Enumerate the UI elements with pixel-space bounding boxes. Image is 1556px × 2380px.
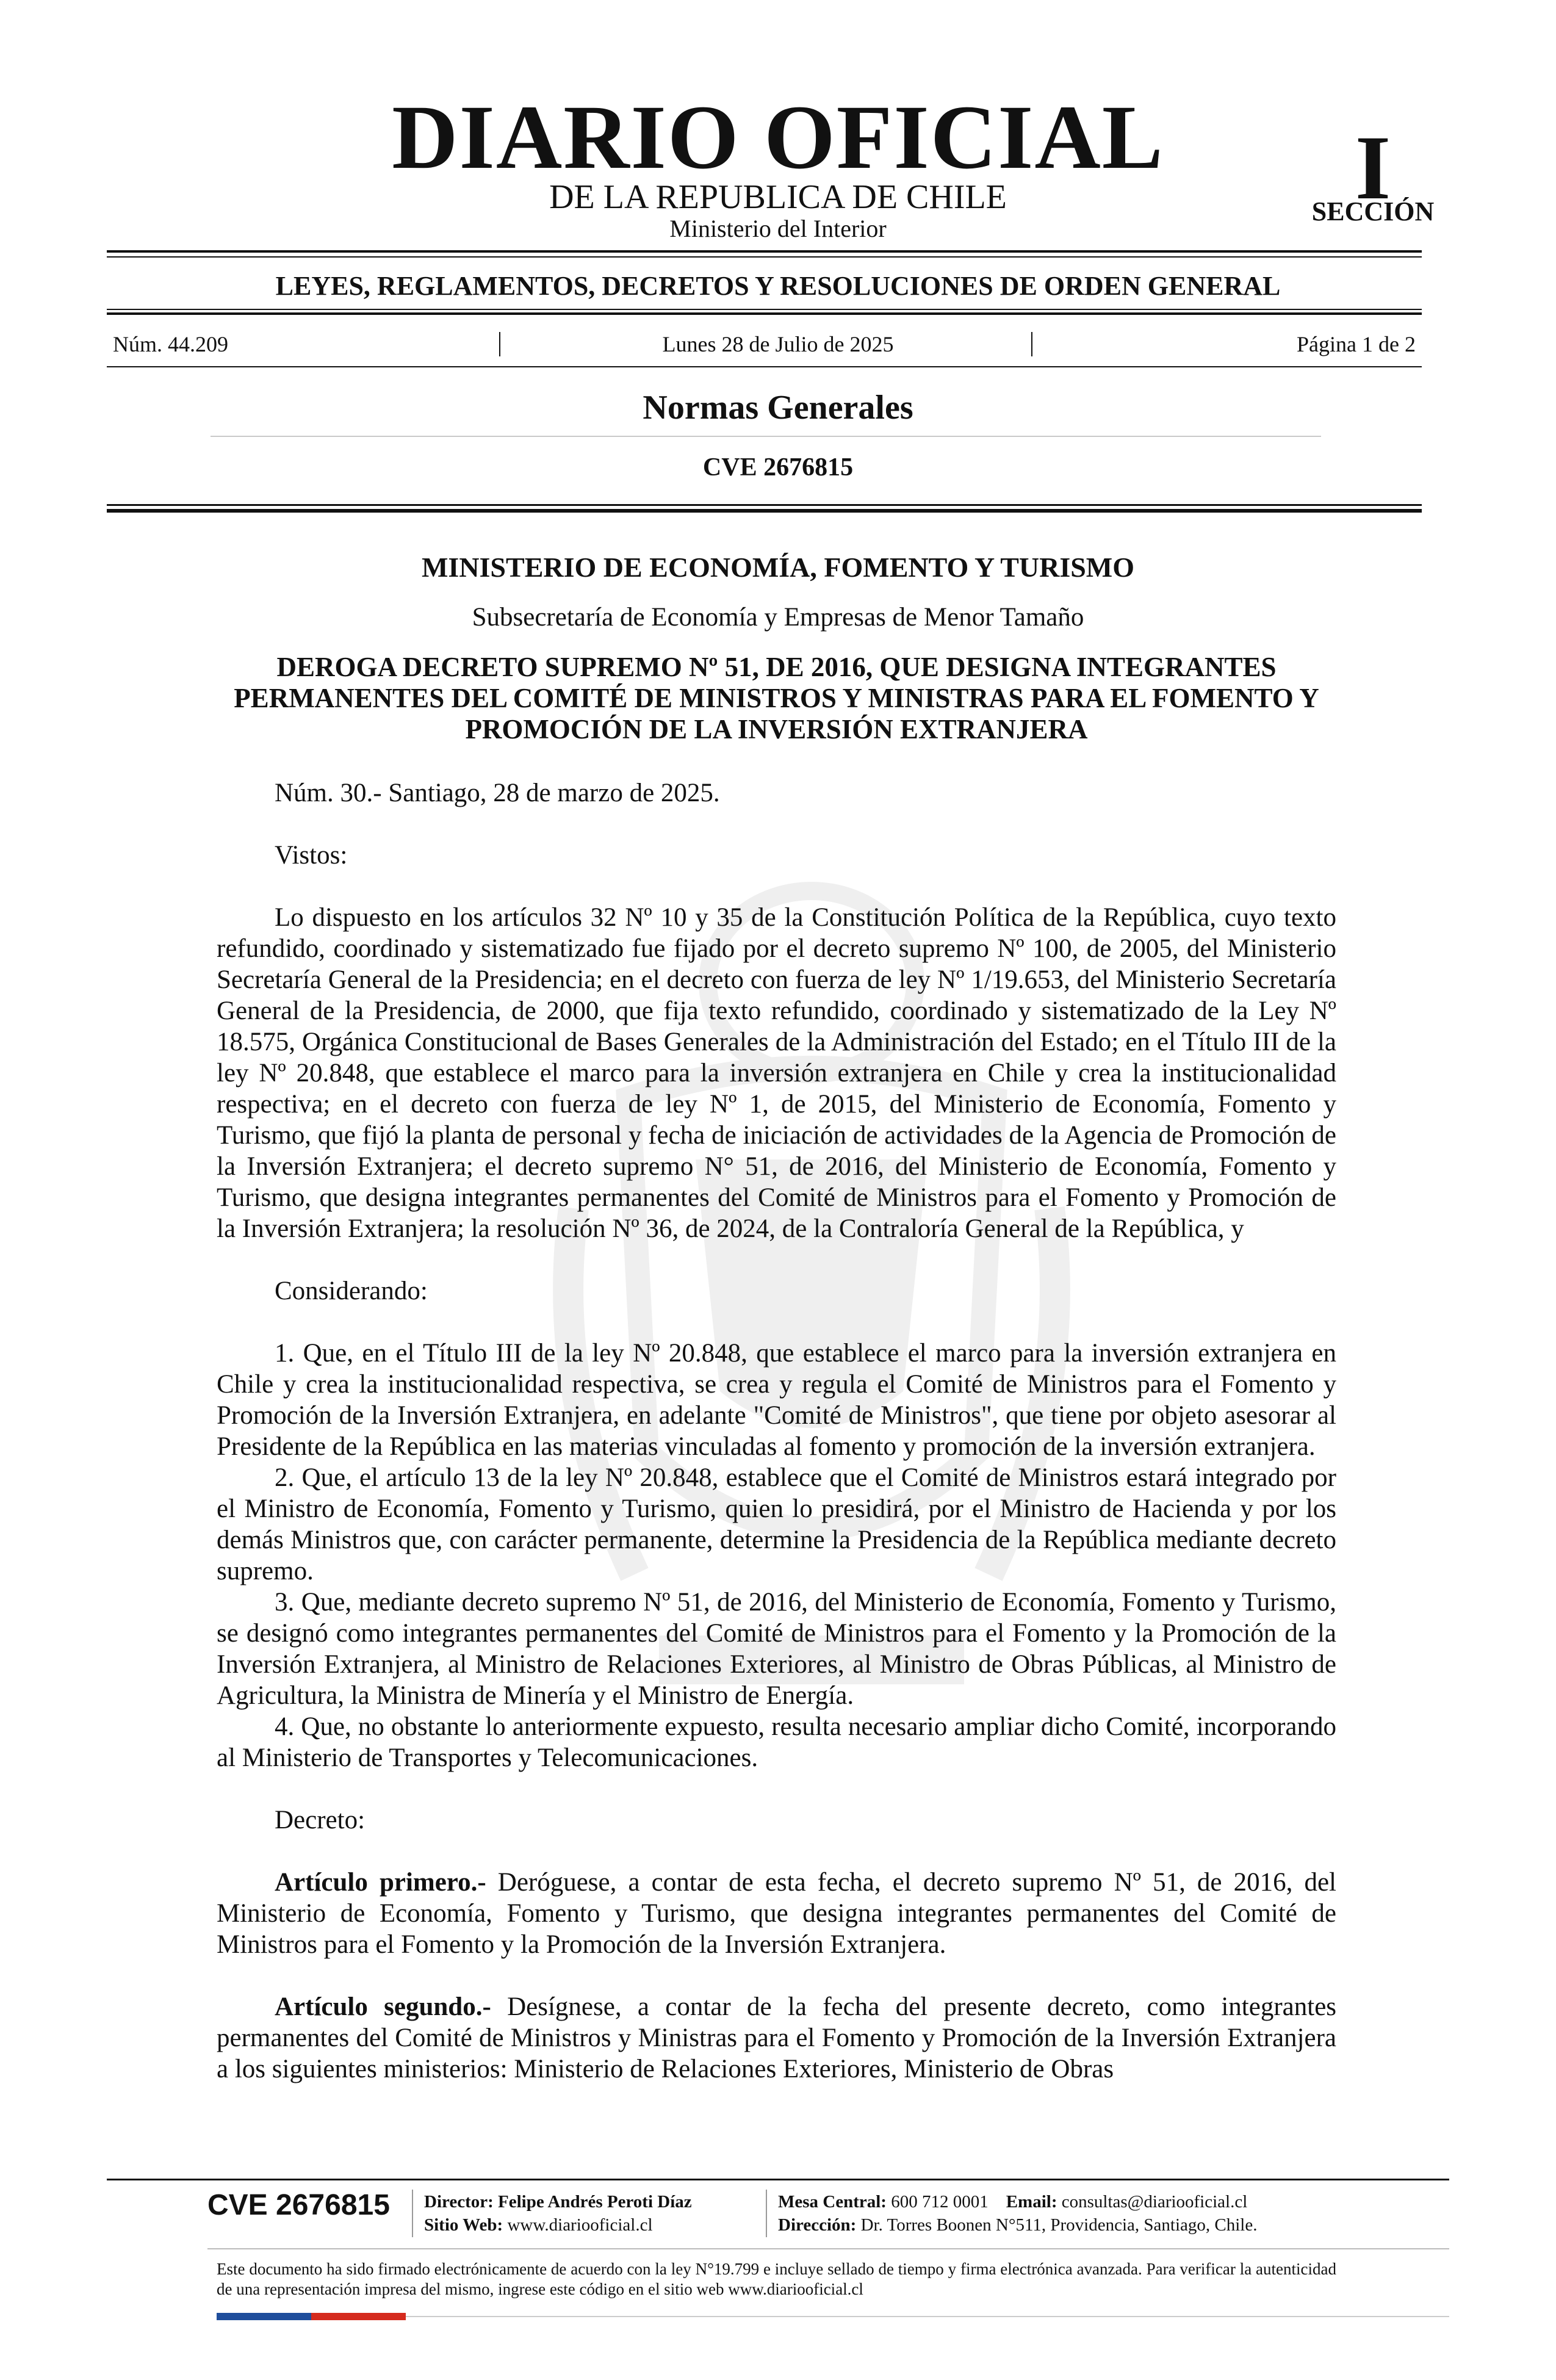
considerando-item: 3. Que, mediante decreto supremo Nº 51, de 2016, del Ministerio de Economía, Fomento y Turismo, se designó como integrantes permanentes del Comité de Ministros para el Fomento y la Promoción de la Inversión Extranjera, al Ministro de Relaciones Exteriores, al Ministro de Obras Públicas, al Ministro de Agricultura, la Ministra de Minería y el Ministro de Energía. bbox=[217, 1588, 1336, 1710]
direccion-value: Dr. Torres Boonen N°511, Providencia, Santiago, Chile. bbox=[860, 2215, 1258, 2235]
masthead-ministry: Ministerio del Interior bbox=[669, 215, 887, 242]
masthead-title: DIARIO OFICIAL bbox=[392, 87, 1164, 188]
considerando-heading: Considerando: bbox=[275, 1277, 428, 1305]
email-link[interactable]: consultas@diariooficial.cl bbox=[1061, 2192, 1248, 2212]
decree-title: DEROGA DECRETO SUPREMO Nº 51, DE 2016, QUE DESIGNA INTEGRANTES PERMANENTES DEL COMITÉ DE MINISTROS Y MINISTRAS PARA EL FOMENTO Y PROMOCIÓN DE LA INVERSIÓN EXTRANJERA bbox=[234, 652, 1319, 745]
ministry-heading: MINISTERIO DE ECONOMÍA, FOMENTO Y TURISMO bbox=[421, 552, 1134, 583]
flag-bar-blue bbox=[217, 2313, 311, 2320]
director-label: Director: bbox=[424, 2192, 494, 2212]
issue-rule bbox=[107, 366, 1422, 367]
section-number: I bbox=[1355, 117, 1391, 218]
categories-rule-bold bbox=[107, 312, 1422, 315]
footer-cve-code: CVE 2676815 bbox=[207, 2189, 390, 2221]
header-rule-bold bbox=[107, 509, 1422, 513]
articulo-segundo bbox=[217, 1991, 1336, 2085]
cve-code: CVE 2676815 bbox=[702, 453, 854, 481]
categories-line: LEYES, REGLAMENTOS, DECRETOS Y RESOLUCIONES DE ORDEN GENERAL bbox=[275, 271, 1281, 301]
considerando-item: 4. Que, no obstante lo anteriormente expuesto, resulta necesario ampliar dicho Comité, incorporando al Ministerio de Transportes y Telecomunicaciones. bbox=[217, 1712, 1336, 1772]
footer-separator bbox=[766, 2190, 767, 2237]
footer-contact bbox=[778, 2191, 1247, 2213]
masthead-rule bbox=[107, 250, 1422, 253]
articulo-segundo-label: Artículo segundo.- bbox=[275, 1992, 491, 2021]
direccion-label: Dirección: bbox=[778, 2215, 857, 2235]
issue-number: Núm. 44.209 bbox=[113, 332, 228, 356]
decree-number-line: Núm. 30.- Santiago, 28 de marzo de 2025. bbox=[275, 779, 720, 807]
articulo-primero-label: Artículo primero.- bbox=[275, 1868, 486, 1897]
issue-separator bbox=[499, 332, 500, 356]
issue-separator bbox=[1031, 332, 1032, 356]
considerando-item: 2. Que, el artículo 13 de la ley Nº 20.848, establece que el Comité de Ministros estará integrado por el Ministro de Economía, Fomento y Turismo, quien lo presidirá, por el Ministro de Hacienda y por los demás Ministros que, con carácter permanente, determine la Presidencia de la República mediante decreto supremo. bbox=[217, 1463, 1336, 1585]
email-label: Email: bbox=[1006, 2192, 1057, 2212]
footer-website bbox=[424, 2214, 653, 2236]
issue-date: Lunes 28 de Julio de 2025 bbox=[662, 332, 894, 356]
mesa-label: Mesa Central: bbox=[778, 2192, 887, 2212]
footer-address bbox=[778, 2214, 1257, 2236]
decree-body bbox=[217, 777, 1336, 2085]
articulo-primero bbox=[217, 1867, 1336, 1960]
articulo-primero-text: Deróguese, a contar de esta fecha, el decreto supremo Nº 51, de 2016, del Ministerio de Economía, Fomento y Turismo, que designa integrantes permanentes del Comité de Ministros para el Fomento y la Promoción de la Inversión Extranjera. bbox=[217, 1868, 1336, 1959]
issue-page: Página 1 de 2 bbox=[1297, 332, 1416, 356]
vistos-heading: Vistos: bbox=[275, 841, 348, 870]
footer-rule-thin bbox=[207, 2248, 1449, 2249]
section-divider bbox=[211, 436, 1321, 437]
director-name: Felipe Andrés Peroti Díaz bbox=[498, 2192, 692, 2212]
masthead-rule-thin bbox=[107, 256, 1422, 258]
website-link[interactable]: www.diariooficial.cl bbox=[507, 2215, 653, 2235]
footer-rule bbox=[107, 2179, 1449, 2180]
vistos-paragraph: Lo dispuesto en los artículos 32 Nº 10 y 35 de la Constitución Política de la República, cuyo texto refundido, coordinado y sistematizado fue fijado por el decreto supremo Nº 100, de 2005, del Ministerio Secretaría General de la Presidencia; en el decreto con fuerza de ley Nº 1/19.653, del Ministerio Secretaría General de la Presidencia, de 2000, que fija texto refundido, coordinado y sistematizado de la Ley Nº 18.575, Orgánica Constitucional de Bases Generales de la Administración del Estado; en el Título III de la ley Nº 20.848, que establece el marco para la inversión extranjera en Chile y crea la institucionalidad respectiva; en el decreto con fuerza de ley Nº 1, de 2015, del Ministerio de Economía, Fomento y Turismo, que fijó la planta de personal y fecha de iniciación de actividades de la Agencia de Promoción de la Inversión Extranjera; el decreto supremo N° 51, de 2016, del Ministerio de Economía, Fomento y Turismo, que designa integrantes permanentes del Comité de Ministros para el Fomento y Promoción de la Inversión Extranjera; la resolución Nº 36, de 2024, de la Contraloría General de la República, y bbox=[217, 903, 1336, 1243]
footer-bottom-rule bbox=[406, 2316, 1449, 2317]
considerando-item: 1. Que, en el Título III de la ley Nº 20.848, que establece el marco para la inversión extranjera en Chile y crea la institucionalidad respectiva, se crea y regula el Comité de Ministros para el Fomento y Promoción de la Inversión Extranjera, en adelante "Comité de Ministros", que tiene por objeto asesorar al Presidente de la República en las materias vinculadas al fomento y promoción de la inversión extranjera. bbox=[217, 1339, 1336, 1461]
footer-separator bbox=[412, 2190, 413, 2237]
mesa-phone: 600 712 0001 bbox=[891, 2192, 989, 2212]
articulo-segundo-text: Desígnese, a contar de la fecha del presente decreto, como integrantes permanentes del Comité de Ministros y Ministras para el Fomento y Promoción de la Inversión Extranjera a los siguientes ministerios: Ministerio de Relaciones Exteriores, Ministerio de Obras bbox=[217, 1992, 1337, 2083]
decreto-heading: Decreto: bbox=[275, 1806, 366, 1834]
section-label: SECCIÓN bbox=[1311, 197, 1435, 226]
section-title: Normas Generales bbox=[643, 389, 913, 427]
subsecretaria-heading: Subsecretaría de Economía y Empresas de Menor Tamaño bbox=[472, 603, 1084, 632]
masthead-subtitle: DE LA REPUBLICA DE CHILE bbox=[549, 178, 1007, 216]
footer-director bbox=[424, 2191, 692, 2213]
header-rule bbox=[107, 504, 1422, 506]
website-label: Sitio Web: bbox=[424, 2215, 503, 2235]
flag-bar-red bbox=[311, 2313, 406, 2320]
footer-legal-notice: Este documento ha sido firmado electrónicamente de acuerdo con la ley N°19.799 e incluye sellado de tiempo y firma electrónica avanzada. Para verificar la autenticidad de una representación impresa del mismo, ingrese este código en el sitio web www.diariooficial.cl bbox=[217, 2260, 1336, 2298]
categories-rule bbox=[107, 309, 1422, 310]
